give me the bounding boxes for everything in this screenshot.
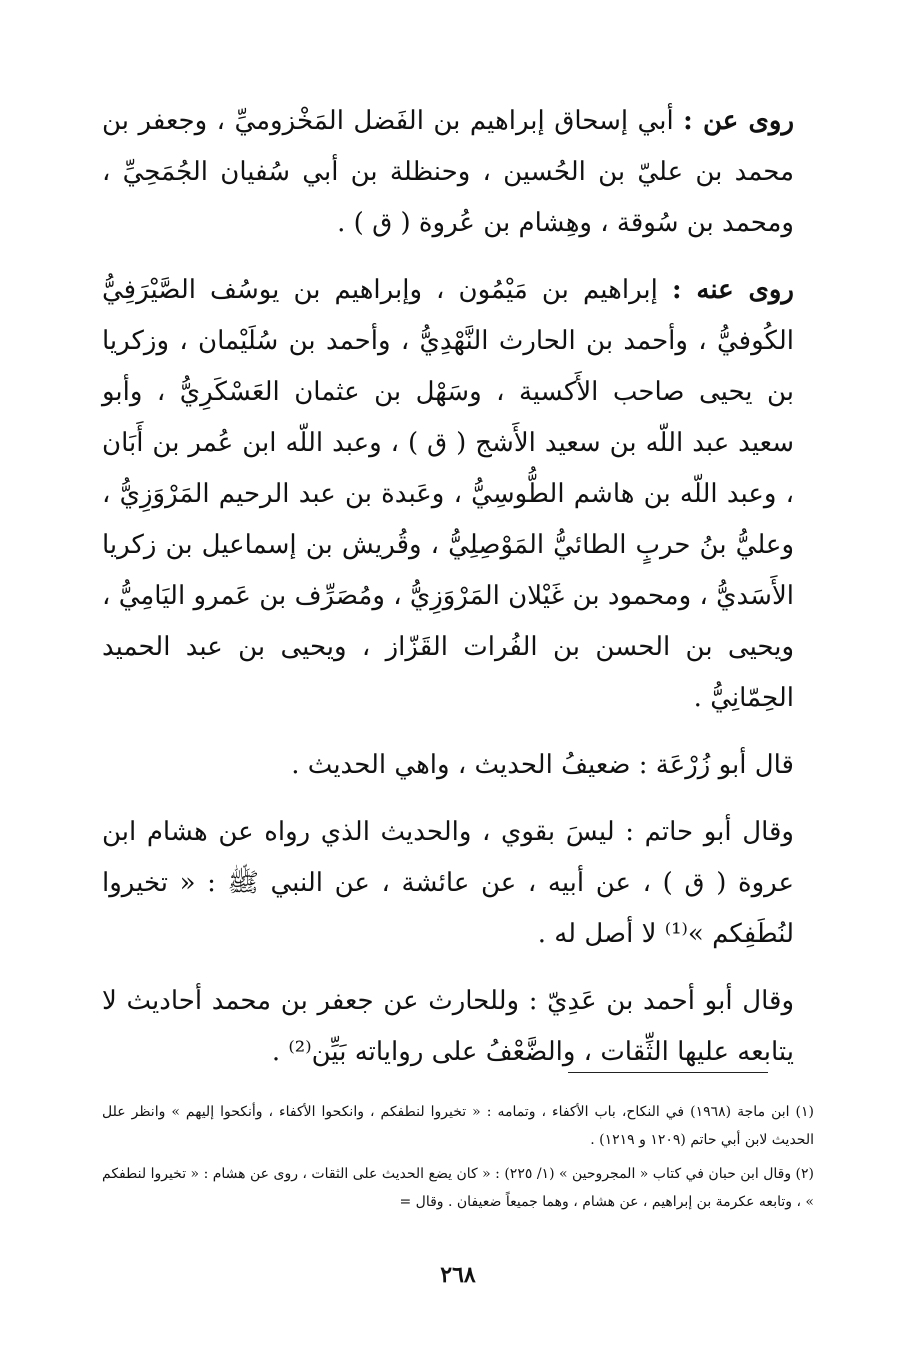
footnote-1: (١) ابن ماجة (١٩٦٨) في النكاح، باب الأكفاء ، وتمامه : « تخيروا لنطفكم ، وانكحوا الأكفاء ، وأنكحوا إليهم » وانظر علل الحديث لابن أبي حاتم (١٢٠٩ و ١٢١٩) . [102,1104,814,1148]
paragraph-text: قال أبو زُرْعَة : ضعيفُ الحديث ، واهي الحديث . [291,750,794,780]
paragraph-lead: روى عن : [683,106,794,136]
paragraph-text: وقال أبو حاتم : ليسَ بقوي ، والحديث الذي رواه عن هشام ابن عروة ( ق ) ، عن أبيه ، عن عائشة ، عن النبي ﷺ : « تخيروا لنُطَفِكم »⁽¹⁾ لا أصل له . [102,817,794,949]
paragraph-abu-hatim [102,807,814,960]
paragraph-abu-zura [102,740,814,791]
page-number: ٢٦٨ [440,1262,476,1288]
paragraph-lead: روى عنه : [671,275,794,305]
paragraph-ibn-adi [102,976,814,1078]
paragraph-text: إبراهيم بن مَيْمُون ، وإبراهيم بن يوسُف الصَّيْرَفِيُّ الكُوفيُّ ، وأحمد بن الحارث النَّهْدِيُّ ، وأحمد بن سُلَيْمان ، وزكريا بن يحيى صاحب الأَكسية ، وسَهْل بن عثمان العَسْكَرِيُّ ، وأبو سعيد عبد اللّه بن سعيد الأَشج ( ق ) ، وعبد اللّه ابن عُمر بن أَبَان ، وعبد اللّه بن هاشم الطُّوسِيُّ ، وعَبدة بن عبد الرحيم المَرْوَزِيُّ ، وعليُّ بنُ حربٍ الطائيُّ المَوْصِلِيُّ ، وقُريش بن إسماعيل بن زكريا الأَسَديُّ ، ومحمود بن غَيْلان المَرْوَزِيُّ ، ومُصَرِّف بن عَمرو اليَامِيُّ ، ويحيى بن الحسن بن الفُرات القَزّاز ، ويحيى بن عبد الحميد الحِمّانِيُّ . [102,275,794,713]
paragraph-narrated-from [102,96,814,249]
footnote-2: (٢) وقال ابن حبان في كتاب « المجروحين » (١/ ٢٢٥) : « كان يضع الحديث على الثقات ، روى عن هشام : « تخيروا لنطفكم » ، وتابعه عكرمة بن إبراهيم ، عن هشام ، وهما جميعاً ضعيفان . وقال = [102,1166,815,1210]
footnotes [102,1098,814,1222]
paragraph-narrators [102,265,814,724]
paragraph-text: أبي إسحاق إبراهيم بن الفَضل المَخْزوميِّ ، وجعفر بن محمد بن عليّ بن الحُسين ، وحنظلة بن أبي سُفيان الجُمَحِيِّ ، ومحمد بن سُوقة ، وهِشام بن عُروة ( ق ) . [102,106,794,238]
footnote-separator [568,1072,768,1073]
paragraph-text: وقال أبو أحمد بن عَدِيّ : وللحارث عن جعفر بن محمد أحاديث لا يتابعه عليها الثِّقات ، والضَّعْفُ على رواياته بَيِّن⁽²⁾ . [102,986,794,1067]
main-text [102,96,814,1094]
